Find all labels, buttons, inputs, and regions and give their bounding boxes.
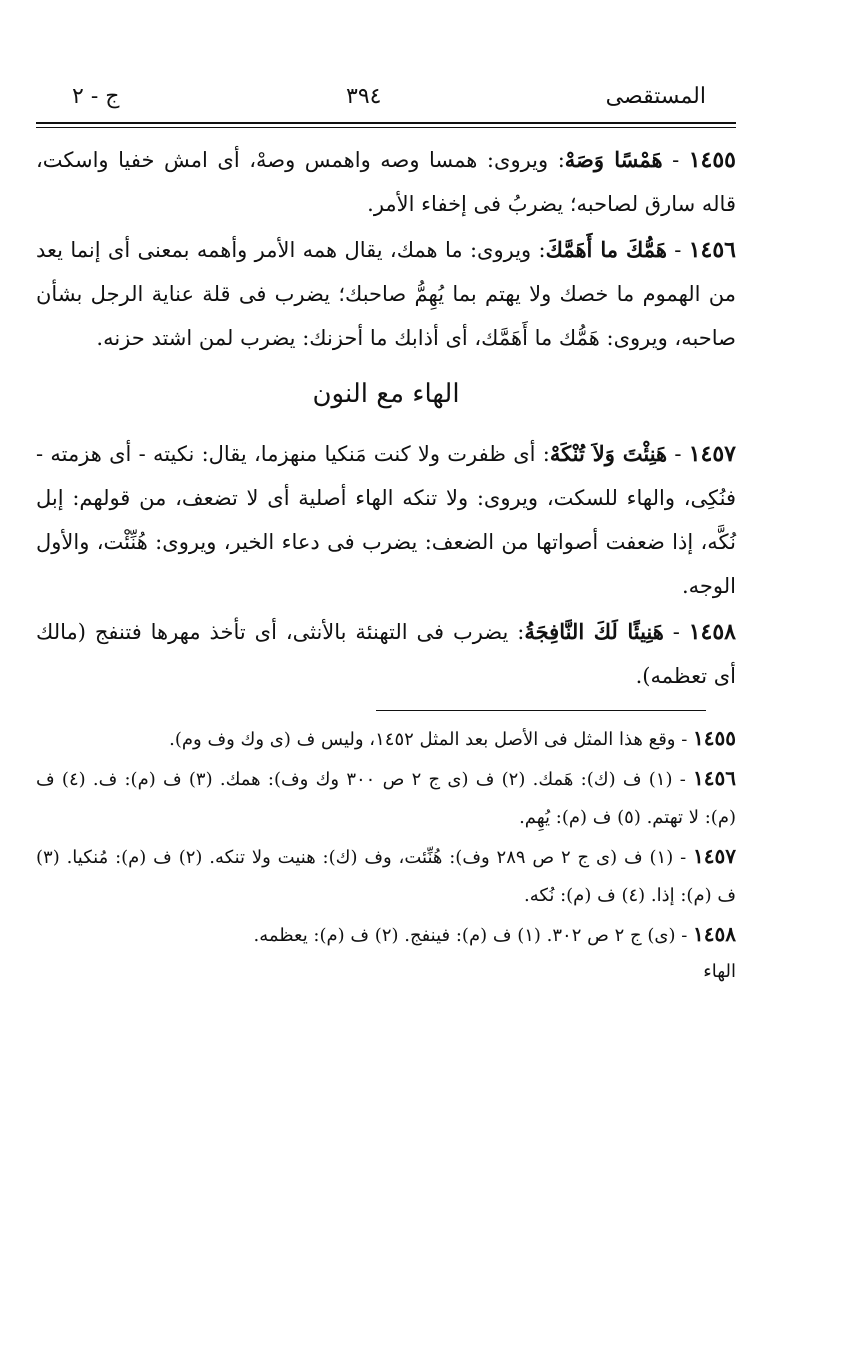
entry-text: : أى ظفرت ولا كنت مَنكيا منهزما، يقال: نكيته - أى هزمته - فنُكِى، والهاء للسكت، ويروى: ولا تنكه الهاء أصلية أى لا تضعف، من قولهم: إبل نُكَّه، إذا ضعفت أصواتها من الضعف: يضرب فى دعاء الخير، ويروى: هُنِّئْت، والأول الوجه. [36,442,736,598]
footnote-1456 [36,759,736,837]
entry-text: : يضرب فى التهنئة بالأنثى، أى تأخذ مهرها فتنفج (مالك أى تعظمه). [36,620,736,688]
section-heading: الهاء مع النون [312,379,460,409]
entry-proverb: هَمْسًا وَصَهْ [564,147,663,172]
footnote-1455 [36,719,736,759]
entry-text: : ويروى: همسا وصه واهمس وصهْ، أى امش خفيا واسكت، قاله سارق لصاحبه؛ يضربُ فى إخفاء الأمر. [36,148,736,216]
entry-number: ١٤٥٧ [688,441,736,467]
entry-number: ١٤٥٥ [688,147,736,173]
entry-number: ١٤٥٦ [688,237,736,263]
catchword: الهاء [703,961,736,982]
footnote-rule [376,710,706,711]
header-rule [36,122,736,128]
volume-label: ج - ٢ [72,84,120,109]
entry-text: : ويروى: ما همك، يقال همه الأمر وأهمه بمعنى أى إنما يعد من الهموم ما خصك ولا يهتم بما يُهِمُّ صاحبك؛ يضرب فى قلة عناية الرجل بشأن صاحبه، ويروى: هَمُّك ما أَهَمَّك، أى أذابك ما أحزنك: يضرب لمن اشتد حزنه. [36,238,736,350]
entry-proverb: هَنِئْتَ وَلاَ تُنْكَهْ [549,441,668,466]
entry-number: ١٤٥٨ [688,619,736,645]
footnote-text: - وقع هذا المثل فى الأصل بعد المثل ١٤٥٢، وليس ف (ى وك وف وم). [169,729,688,750]
entry-1458: ١٤٥٨ - هَنِيئًا لَكَ النَّافِجَةُ: يضرب فى التهنئة بالأنثى، أى تأخذ مهرها فتنفج (مالك أى تعظمه). [36,619,736,688]
entry-1456: ١٤٥٦ - هَمُّكَ ما أَهَمَّكَ: ويروى: ما همك، يقال همه الأمر وأهمه بمعنى أى إنما يعد من الهموم ما خصك ولا يهتم بما يُهِمُّ صاحبك؛ يضرب فى قلة عناية الرجل بشأن صاحبه، ويروى: هَمُّك ما أَهَمَّك، أى أذابك ما أحزنك: يضرب لمن اشتد حزنه. [36,237,736,350]
running-head [36,70,736,118]
footnote-number: ١٤٥٧ [693,844,736,868]
footnote-number: ١٤٥٥ [693,726,736,750]
footnote-1458 [36,915,736,955]
page [36,70,736,982]
running-title: المستقصى [605,84,706,109]
entry-1455: ١٤٥٥ - هَمْسًا وَصَهْ: ويروى: همسا وصه واهمس وصهْ، أى امش خفيا واسكت، قاله سارق لصاحبه؛ يضربُ فى إخفاء الأمر. [36,147,736,216]
footnote-text: - (١) ف (ك): هَمك. (٢) ف (ى ج ٢ ص ٣٠٠ وك وف): همك. (٣) ف (م): ف. (٤) ف (م): لا تهتم. (٥) ف (م): يُهِم. [36,769,736,828]
footnote-number: ١٤٥٨ [693,922,736,946]
page-number: ٣٩٤ [346,84,382,109]
entry-1457: ١٤٥٧ - هَنِئْتَ وَلاَ تُنْكَهْ: أى ظفرت ولا كنت مَنكيا منهزما، يقال: نكيته - أى هزمته - فنُكِى، والهاء للسكت، ويروى: ولا تنكه الهاء أصلية أى لا تضعف، من قولهم: إبل نُكَّه، إذا ضعفت أصواتها من الضعف: يضرب فى دعاء الخير، ويروى: هُنِّئْت، والأول الوجه. [36,441,736,598]
entry-proverb: هَمُّكَ ما أَهَمَّكَ [545,237,667,262]
footnote-1457 [36,837,736,915]
footnote-number: ١٤٥٦ [693,766,737,790]
footnote-text: - (ى) ج ٢ ص ٣٠٢. (١) ف (م): فينفج. (٢) ف (م): يعظمه. [253,925,688,946]
entry-proverb: هَنِيئًا لَكَ النَّافِجَةُ [524,619,664,644]
footnote-text: - (١) ف (ى ج ٢ ص ٢٨٩ وف): هُنِّئت، وف (ك): هنيت ولا تنكه. (٢) ف (م): مُنكيا. (٣) ف (م): إذا. (٤) ف (م): نُكه. [36,847,736,906]
